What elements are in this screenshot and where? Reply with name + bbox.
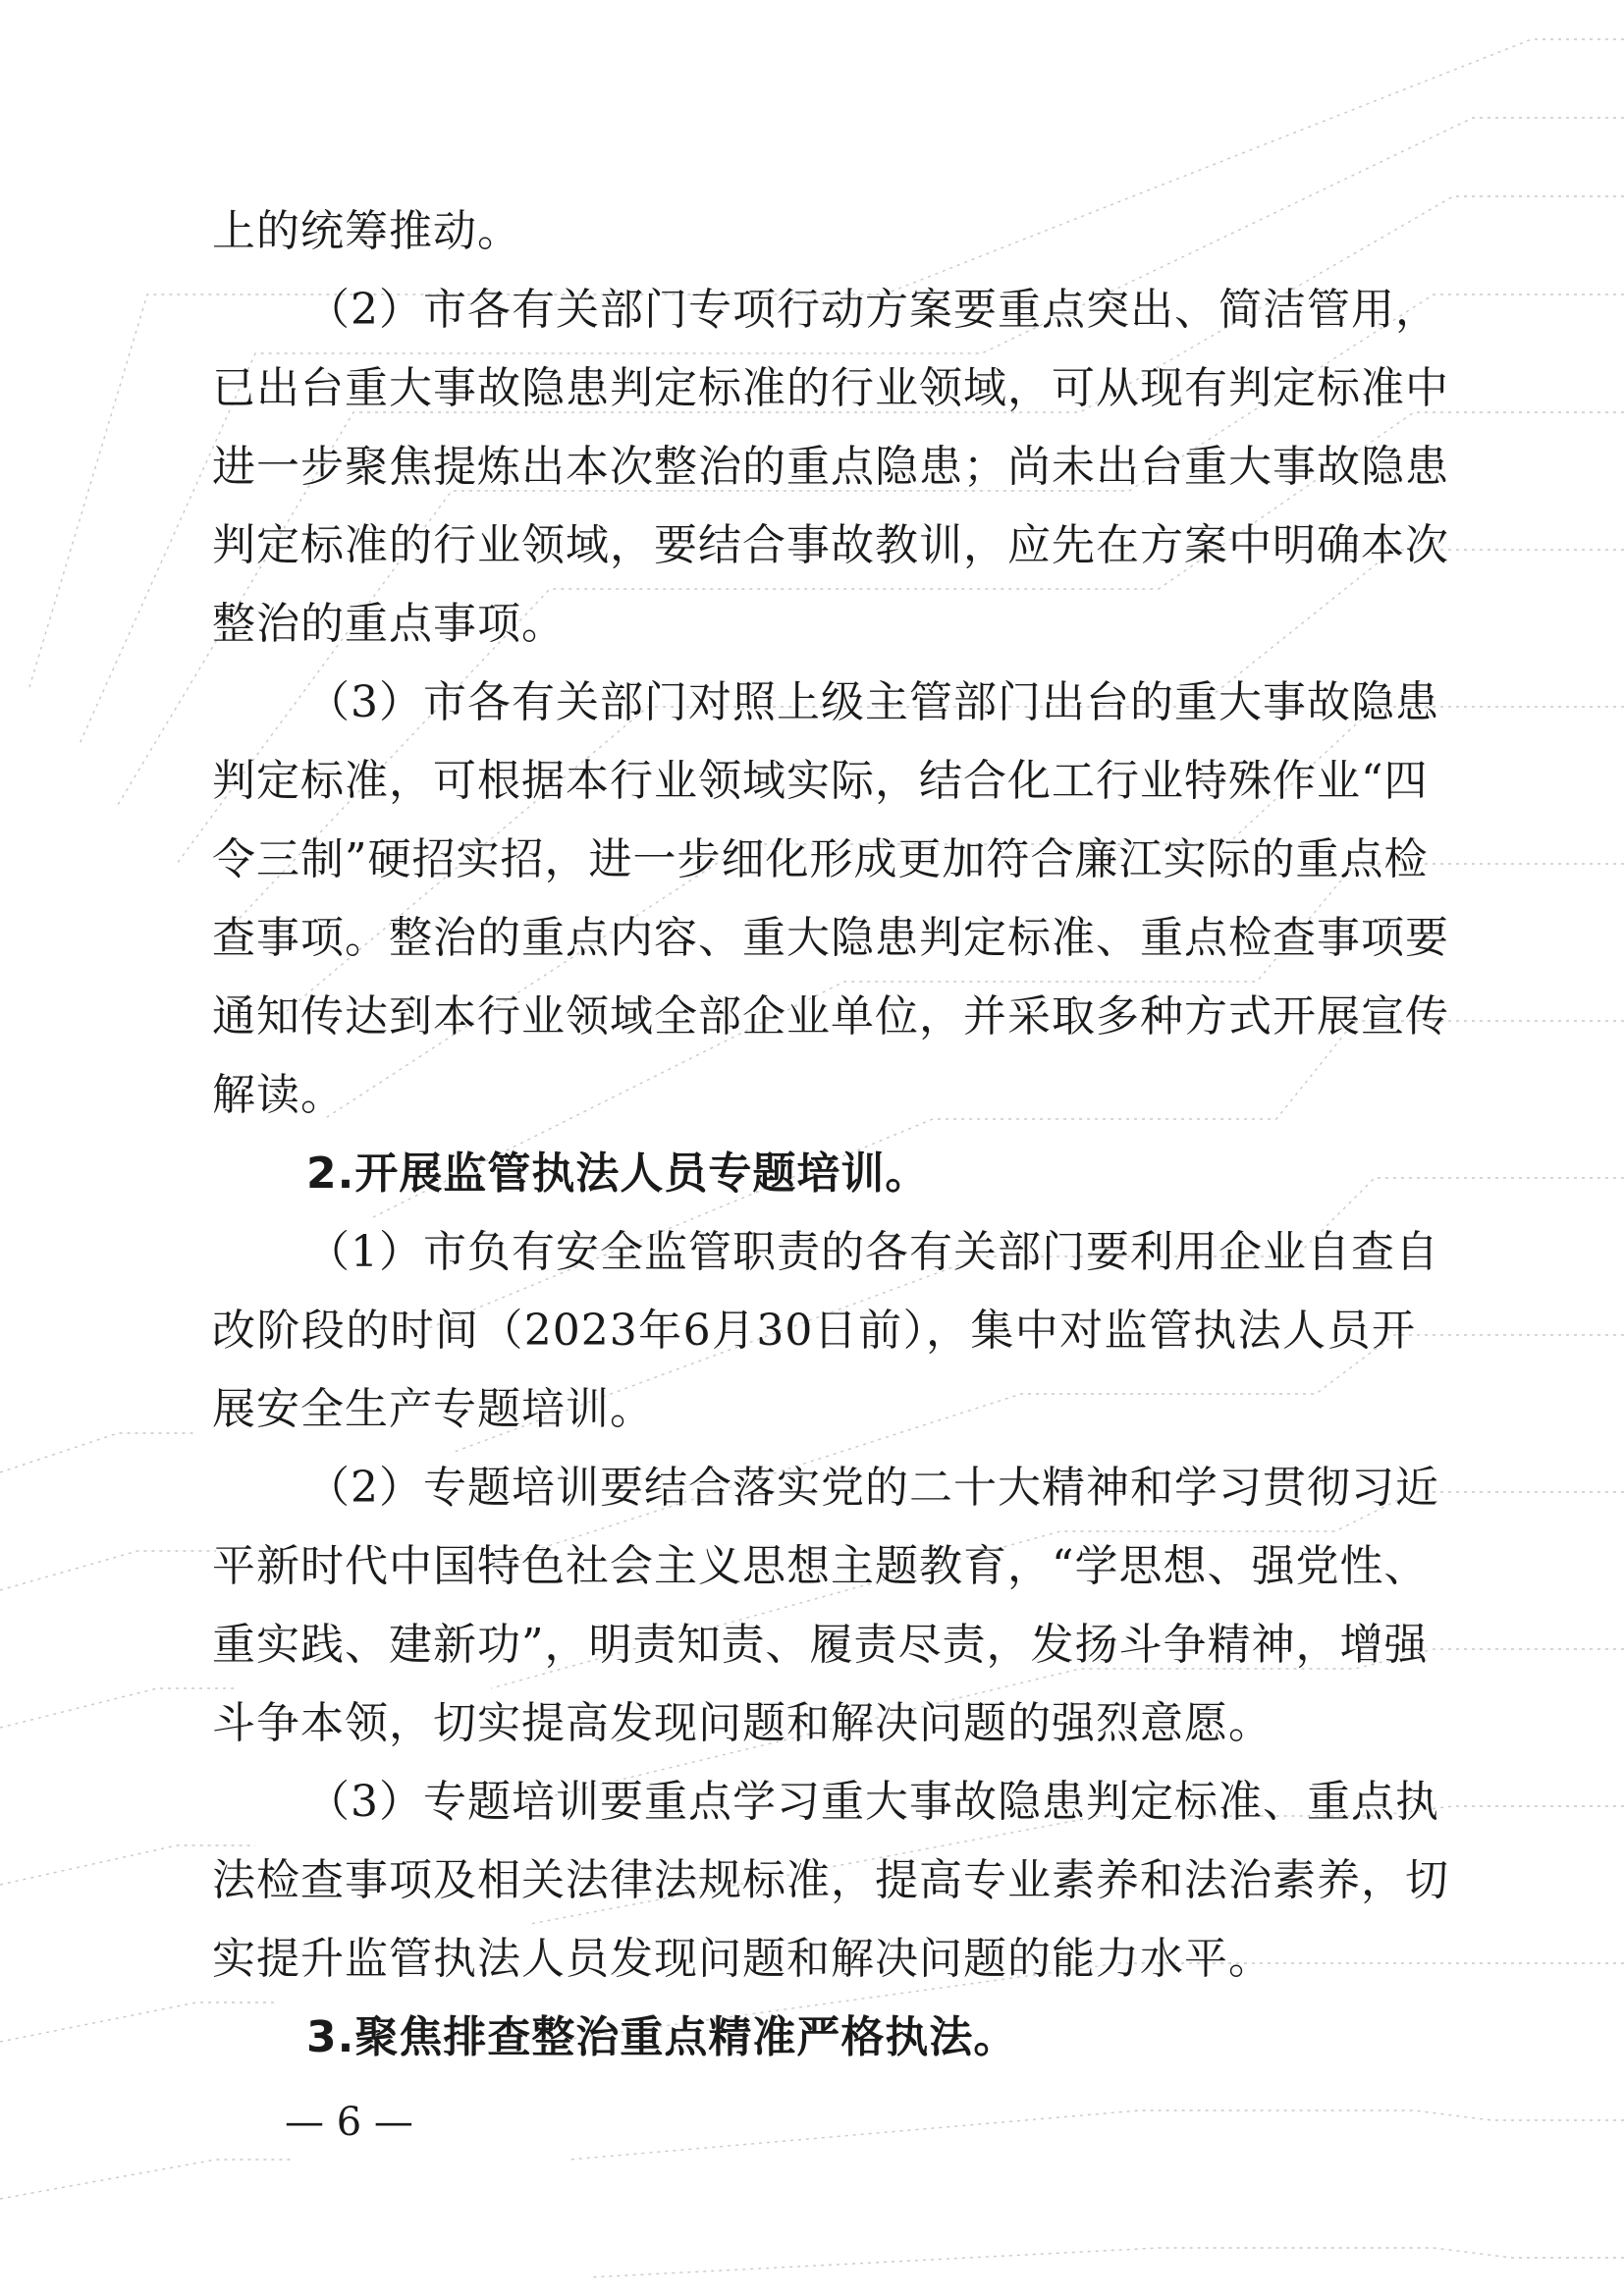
- paragraph-line: （2）市各有关部门专项行动方案要重点突出、简洁管用，: [306, 285, 1439, 335]
- paragraph-line: 解读。: [212, 1070, 345, 1120]
- section-heading: 2.开展监管执法人员专题培训。: [306, 1148, 930, 1199]
- paragraph-line: 法检查事项及相关法律法规标准，提高专业素养和法治素养，切: [212, 1855, 1449, 1905]
- paragraph-line: 斗争本领，切实提高发现问题和解决问题的强烈意愿。: [212, 1698, 1272, 1748]
- paragraph-line: 平新时代中国特色社会主义思想主题教育，“学思想、强党性、: [212, 1541, 1429, 1591]
- paragraph-line: （2）专题培训要结合落实党的二十大精神和学习贯彻习近: [306, 1463, 1439, 1513]
- paragraph-line: （3）专题培训要重点学习重大事故隐患判定标准、重点执: [306, 1777, 1439, 1827]
- paragraph-line: 整治的重点事项。: [212, 599, 566, 649]
- paragraph-line: 上的统筹推动。: [212, 206, 521, 256]
- paragraph-line: 判定标准的行业领域，要结合事故教训，应先在方案中明确本次: [212, 520, 1449, 570]
- paragraph-line: 查事项。整治的重点内容、重大隐患判定标准、重点检查事项要: [212, 913, 1449, 963]
- paragraph-line: 判定标准，可根据本行业领域实际，结合化工行业特殊作业“四: [212, 756, 1429, 806]
- paragraph-line: 重实践、建新功”，明责知责、履责尽责，发扬斗争精神，增强: [212, 1620, 1429, 1670]
- paragraph-line: 通知传达到本行业领域全部企业单位，并采取多种方式开展宣传: [212, 991, 1449, 1041]
- section-heading: 3.聚焦排查整治重点精准严格执法。: [306, 2012, 1018, 2062]
- page-number: — 6 —: [285, 2100, 413, 2145]
- paragraph-line: 进一步聚焦提炼出本次整治的重点隐患；尚未出台重大事故隐患: [212, 442, 1449, 492]
- paragraph-line: 展安全生产专题培训。: [212, 1384, 654, 1434]
- paragraph-line: 已出台重大事故隐患判定标准的行业领域，可从现有判定标准中: [212, 363, 1449, 413]
- paragraph-line: 实提升监管执法人员发现问题和解决问题的能力水平。: [212, 1934, 1272, 1984]
- paragraph-line: （3）市各有关部门对照上级主管部门出台的重大事故隐患: [306, 677, 1439, 727]
- paragraph-line: 令三制”硬招实招，进一步细化形成更加符合廉江实际的重点检: [212, 834, 1429, 884]
- paragraph-line: 改阶段的时间（2023年6月30日前），集中对监管执法人员开: [212, 1306, 1416, 1356]
- paragraph-line: （1）市负有安全监管职责的各有关部门要利用企业自查自: [306, 1227, 1439, 1277]
- document-body: [212, 192, 1449, 2077]
